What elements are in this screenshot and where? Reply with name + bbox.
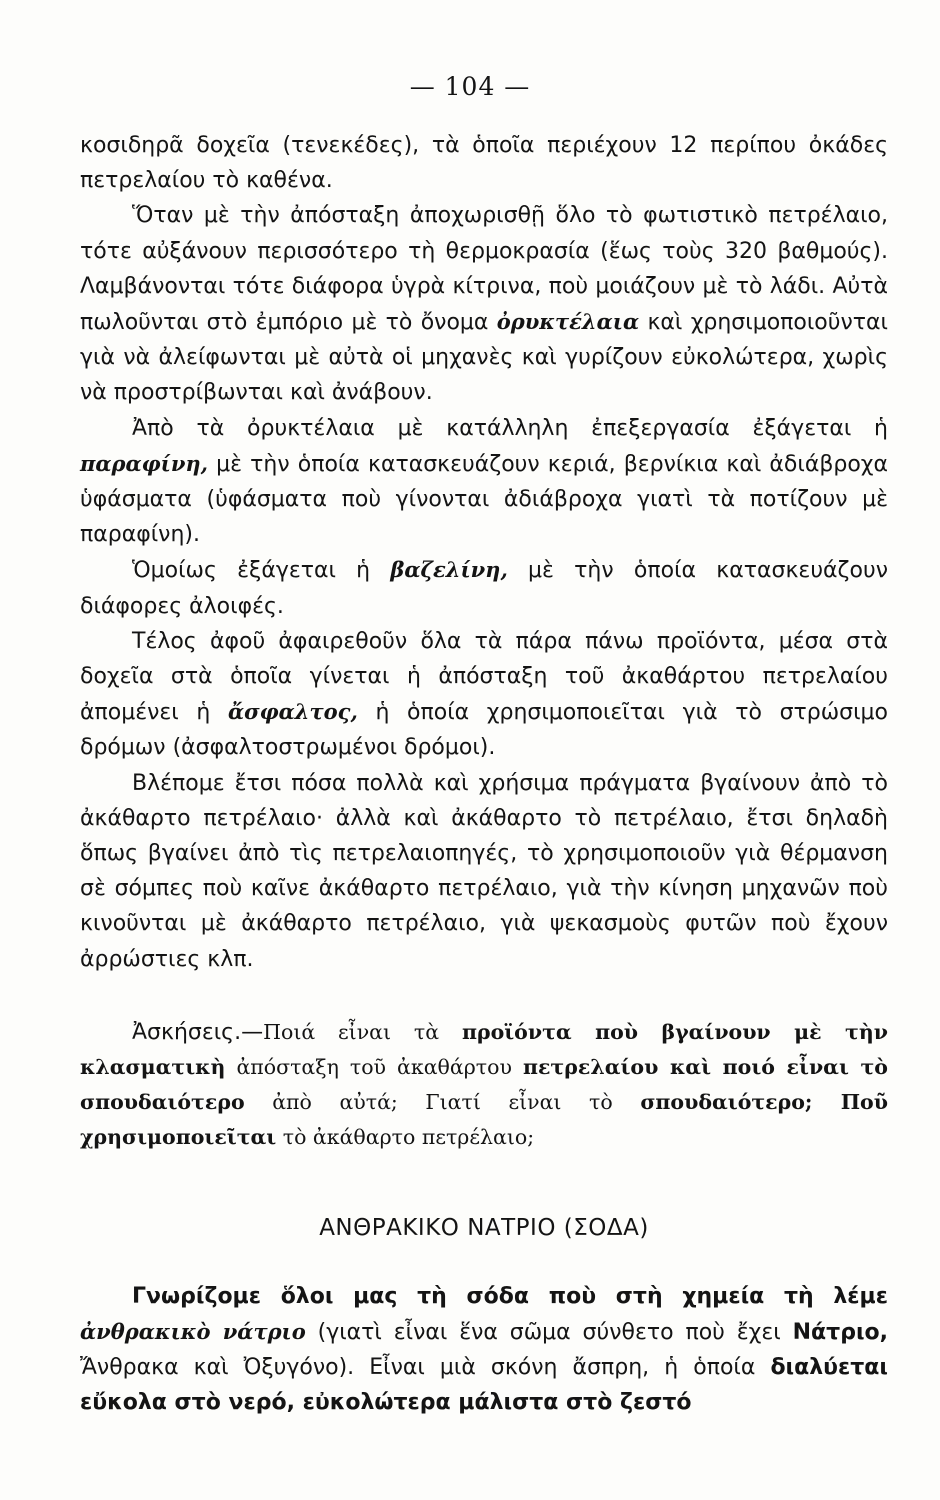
- exercise-text-a: Ποιά εἶναι τὰ: [263, 1019, 440, 1044]
- term-vaseline: βαζελίνη,: [390, 557, 508, 583]
- paragraph-5-rest: ἡ ὁποία χρησιμοποιεῖται γιὰ τὸ στρώσιμο δρόμων (ἀσφαλτοστρωμένοι δρόμοι).: [80, 700, 889, 761]
- exercise-text-b: προϊόντα ποὺ βγαίνουν μὲ τὴν κλασματικὴ: [80, 1019, 888, 1079]
- exercises: [80, 1015, 888, 1155]
- paragraph-6-text: Βλέπομε ἔτσι πόσα πολλὰ καὶ χρήσιμα πράγματα βγαίνουν ἀπὸ τὸ ἀκάθαρτο πετρέλαιο· ἀλλὰ καὶ ἀκάθαρτο τὸ πετρέλαιο, ἔτσι δηλαδὴ ὅπως βγαίνει ἀπὸ τὶς πετρελαιοπηγές, τὸ χρησιμοποιοῦν γιὰ θέρμανση σὲ σόμπες ποὺ καῖνε ἀκάθαρτο πετρέλαιο, γιὰ τὴν κίνηση μηχανῶν ποὺ κινοῦνται μὲ ἀκάθαρτο πετρέλαιο, γιὰ ψεκασμοὺς φυτῶν ποὺ ἔχουν ἀρρώστιες κλπ.: [80, 770, 888, 972]
- term-mineral-oils: ὀρυκτέλαια: [496, 309, 640, 335]
- paragraph-1: [80, 128, 888, 198]
- exercise-text-d: πετρελαίου καὶ ποιό εἶναι τὸ σπουδαιότερο: [80, 1054, 888, 1114]
- exercise-text-c: ἀπόσταξη τοῦ ἀκαθάρτου: [236, 1054, 512, 1079]
- exercise-text-g: τὸ ἀκάθαρτο πετρέλαιο;: [282, 1124, 535, 1149]
- paragraph-3-start: Ἀπὸ τὰ ὀρυκτέλαια μὲ κατάλληλη ἐπεξεργασία ἐξάγεται ἡ: [132, 415, 888, 441]
- paragraph-2-rest: καὶ χρησιμοποιοῦνται γιὰ νὰ ἀλείφωνται μὲ αὐτὰ οἱ μηχανὲς καὶ γυρίζουν εὐκολώτερα, χωρὶς νὰ προστρίβωνται καὶ ἀνάβουν.: [80, 310, 888, 406]
- paragraph-4-rest: μὲ τὴν ὁποία κατασκευάζουν διάφορες ἀλοιφές.: [80, 558, 888, 619]
- page-body: [80, 128, 888, 1421]
- term-sodium-carbonate: ἀνθρακικὸ νάτριο: [80, 1319, 306, 1345]
- paragraph-4-start: Ὁμοίως ἐξάγεται ἡ: [132, 558, 371, 584]
- paragraph-3-rest: μὲ τὴν ὁποία κατασκευάζουν κεριά, βερνίκια καὶ ἀδιάβροχα ὑφάσματα (ὑφάσματα ποὺ γίνονται ἀδιάβροχα γιατὶ τὰ ποτίζουν μὲ παραφίνη).: [80, 451, 889, 548]
- paragraph-2: [80, 198, 888, 410]
- exercise-text-f: σπουδαιότερο; Ποῦ χρησιμοποιεῖται: [80, 1089, 888, 1149]
- paragraph-4: [80, 552, 888, 623]
- exercises-label: Ἀσκήσεις.—: [132, 1019, 264, 1045]
- section-text-b: Νάτριο,: [792, 1320, 888, 1346]
- section-text-c: Ἄνθρακα καὶ Ὀξυγόνο). Εἶναι μιὰ σκόνη ἄσπρη, ἡ ὁποία: [80, 1355, 756, 1381]
- term-asphalt: ἄσφαλτος,: [228, 699, 358, 725]
- page-number: — 104 —: [409, 72, 531, 101]
- section-text-a: (γιατὶ εἶναι ἕνα σῶμα σύνθετο ποὺ ἔχει: [317, 1320, 781, 1346]
- paragraph-2-text: Ὅταν μὲ τὴν ἀπόσταξη ἀποχωρισθῇ ὅλο τὸ φωτιστικὸ πετρέλαιο, τότε αὐξάνουν περισσότερο τὴ θερμοκρασία (ἕως τοὺς 320 βαθμούς). Λαμβάνονται τότε διάφορα ὑγρὰ κίτρινα, ποὺ μοιάζουν μὲ τὸ λάδι. Αὐτὰ πωλοῦνται στὸ ἐμπόριο μὲ τὸ ὄνομα: [80, 203, 888, 336]
- paragraph-6: [80, 766, 888, 977]
- paragraph-3: [80, 411, 888, 553]
- section-paragraph: [80, 1279, 888, 1421]
- section-lead: Γνωρίζομε ὅλοι μας τὴ σόδα ποὺ στὴ χημεία τὴ λέμε: [132, 1283, 888, 1309]
- section-heading: ΑΝΘΡΑΚΙΚΟ ΝΑΤΡΙΟ (ΣΟΔΑ): [319, 1214, 649, 1241]
- term-paraffin: παραφίνη,: [80, 450, 208, 476]
- paragraph-5: [80, 624, 888, 766]
- exercise-text-e: ἀπὸ αὐτά; Γιατί εἶναι τὸ: [272, 1089, 613, 1114]
- paragraph-5-start: Τέλος ἀφοῦ ἀφαιρεθοῦν ὅλα τὰ πάρα πάνω προϊόντα, μέσα στὰ δοχεῖα στὰ ὁποῖα γίνεται ἡ ἀπόσταξη τοῦ ἀκαθάρτου πετρελαίου ἀπομένει ἡ: [80, 628, 888, 726]
- section-text-d: διαλύεται εὔκολα στὸ νερό, εὐκολώτερα μάλιστα στὸ ζεστό: [80, 1355, 888, 1416]
- paragraph-1-text: κοσιδηρᾶ δοχεῖα (τενεκέδες), τὰ ὁποῖα περιέχουν 12 περίπου ὀκάδες πετρελαίου τὸ καθένα.: [80, 133, 888, 194]
